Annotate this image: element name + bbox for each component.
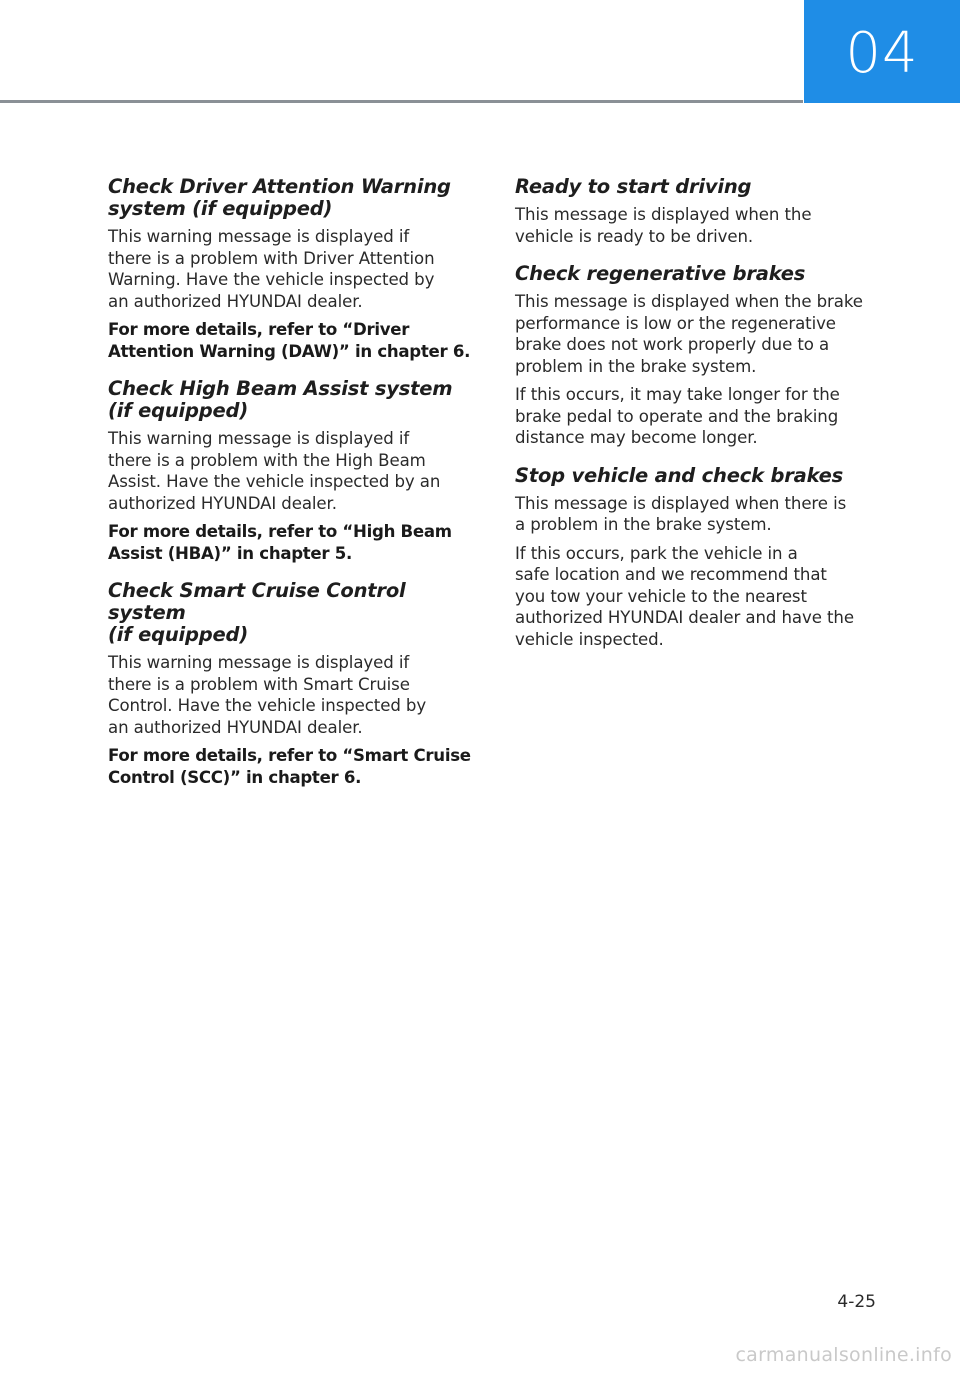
section-ready-to-start-driving: [515, 176, 890, 247]
section-body: This warning message is displayed if there is a problem with Driver Attention Warning. Have the vehicle inspected by an authorized HYUNDAI dealer.: [108, 227, 435, 311]
section-body: This message is displayed when the brake performance is low or the regenerative brake does not work properly due to a problem in the brake system.: [515, 292, 863, 376]
section-heading: Ready to start driving: [515, 175, 752, 198]
watermark: carmanualsonline.info: [735, 1344, 952, 1366]
right-column: [515, 176, 890, 666]
section-smart-cruise-control: [108, 580, 473, 788]
section-heading: Check Smart Cruise Control system (if equipped): [108, 579, 406, 646]
chapter-tab: 04: [804, 0, 960, 103]
section-check-regenerative-brakes: [515, 263, 890, 449]
section-heading: Check Driver Attention Warning system (if equipped): [108, 175, 451, 220]
section-body-continued: If this occurs, park the vehicle in a safe location and we recommend that you tow your vehicle to the nearest authorized HYUNDAI dealer and have the vehicle inspected.: [515, 543, 854, 649]
section-high-beam-assist: [108, 378, 473, 564]
section-body-continued: If this occurs, it may take longer for the brake pedal to operate and the braking distance may become longer.: [515, 385, 840, 447]
section-body: This warning message is displayed if there is a problem with the High Beam Assist. Have the vehicle inspected by an authorized HYUNDAI dealer.: [108, 429, 441, 513]
section-driver-attention-warning: [108, 176, 473, 362]
section-body: This message is displayed when the vehicle is ready to be driven.: [515, 205, 812, 246]
section-heading: Stop vehicle and check brakes: [515, 463, 844, 487]
left-column: [108, 176, 473, 804]
section-heading: Check High Beam Assist system (if equipped): [108, 377, 453, 422]
section-reference-note: For more details, refer to “Smart Cruise Control (SCC)” in chapter 6.: [108, 746, 471, 787]
section-heading: Check regenerative brakes: [515, 262, 806, 285]
section-reference-note: For more details, refer to “High Beam Assist (HBA)” in chapter 5.: [108, 522, 452, 563]
page-number: 4-25: [837, 1292, 876, 1312]
section-reference-note: For more details, refer to “Driver Attention Warning (DAW)” in chapter 6.: [108, 320, 471, 361]
section-body: This message is displayed when there is a problem in the brake system.: [515, 493, 847, 534]
section-body: This warning message is displayed if there is a problem with Smart Cruise Control. Have the vehicle inspected by an authorized HYUNDAI dealer.: [108, 653, 427, 737]
header-rule: [0, 100, 803, 103]
section-stop-vehicle-and-check-brakes: [515, 465, 890, 651]
